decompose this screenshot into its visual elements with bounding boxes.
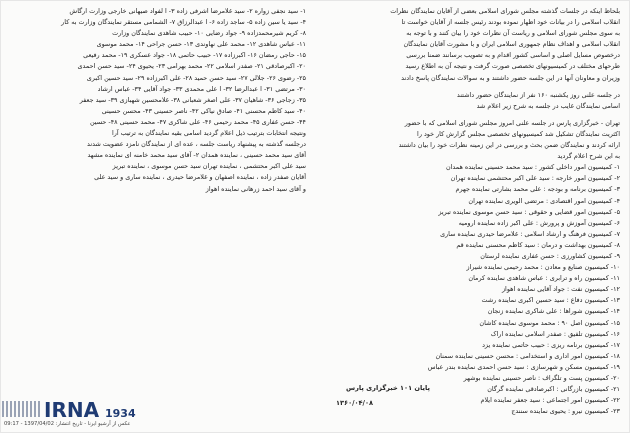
right_column-line: ۷- کمیسیون فرهنگ و ارشاد اسلامی : غلامرضا حیدری نماینده ساری	[440, 229, 620, 238]
left_column-line: ۴۴- حسن غفاری ۴۵- محمد رحیمی ۴۶- علی شاکری ۴۷- محمد حسینی ۴۸- حسین	[89, 117, 306, 126]
right_column-line: درخصوص مسایل اصلی و اساسی کشور اقدام و به تصویب برسانند ضمنا بررسی	[406, 51, 620, 60]
right_column-line: ۸- کمیسیون بهداشت و درمان : سید کاظم محسنی نماینده قم	[456, 240, 620, 249]
right_column-line: ارائه کردند و نمایندگان ضمن بحث و بررسی در این زمینه نظرات خود را بیان داشتند	[398, 141, 620, 150]
right_column-line: ۱۶- کمیسیون تلفیق : صفدر اسلامی نماینده اراک	[490, 329, 620, 338]
right_column-line: ۲- کمیسیون امور خارجه : سید علی اکبر محتشمی نماینده تهران	[450, 174, 620, 183]
left_column-line: ۱- سید نجفی زواره ۲- سید غلامرضا اشرفی زاده ۳- ا لفواد صیهانی خارجی وزارت ارگاش	[69, 7, 306, 15]
left_column-line: و آقای سید احمد زرهانی نماینده اهواز	[205, 184, 306, 193]
logo-wordmark: IRNA	[44, 398, 100, 420]
right_column-line: ۱- کمیسیون امور داخلی کشور : سید محمد حسینی نماینده همدان	[445, 163, 620, 172]
left_column-line: سید علی اکبر محتشمی ، نماینده تهران سید حسن موسوی ، نماینده تبریز	[112, 162, 306, 171]
right_column-line: ۱۳- کمیسیون دفاع : سید حسین اکبری نماینده رشت	[481, 296, 620, 305]
right_column-line: ۱۸- کمیسیون امور اداری و استخدامی : محسن حسینی نماینده سمنان	[435, 351, 620, 360]
right_column-line: انقلاب اسلامی را در بیانات خود اظهار نموده بودند رئیس جلسه از آقایان خواست تا	[401, 18, 620, 27]
right_column-line: ۲۱- کمیسیون بازرگانی : اکبرصادقی نماینده گرگان	[487, 385, 620, 394]
right_column-line: ۱۵- کمیسیون اصل ۹۰ : محمد موسوی نماینده کاشان	[479, 318, 620, 327]
document-date: ۱۳۶۰/۰۴/۰۸	[336, 399, 374, 407]
right_column-line: ۱۲- کمیسیون نفت : جواد آقایی نماینده اهواز	[501, 285, 620, 294]
irna-logo	[2, 398, 142, 420]
left_column-line: آقایان صفدر زاده ، نماینده اصفهان و غلامرضا حیدری ، نماینده ساری و سید علی	[94, 173, 306, 182]
right_column-line: ۴- کمیسیون امور اقتصادی : مرتضی الویری نماینده تهران	[468, 196, 620, 205]
right-column-text	[330, 6, 620, 417]
right_column-line: ۵- کمیسیون امور قضایی و حقوقی : سید حسن موسوی نماینده تبریز	[438, 207, 620, 216]
right_column-line: ۹- کمیسیون کشاورزی : حسن غفاری نماینده لرستان	[480, 251, 620, 260]
right_column-line: بلحاظ اینکه در جلسات گذشته مجلس شورای اسلامی بعضی از آقایان نمایندگان نظرات	[390, 7, 620, 15]
right_column-line: به سوی مجلس شورای اسلامی و ریاست آن نظرات خود را بیان کنند و با توجه به	[406, 29, 620, 38]
left_column-line: درجلسه گذشته به پیشنهاد ریاست جلسه ، عده ای از نمایندگان نامزد عضویت شدند	[86, 140, 306, 149]
right_column-line: ۱۷- کمیسیون برنامه ریزی : حبیب حاتمی نماینده یزد	[482, 340, 620, 349]
irna-logo-graphic	[2, 398, 142, 420]
right_column-line: ۲۳- کمیسیون نیرو : یحیوی نماینده سنندج	[511, 407, 620, 416]
left_column-line: ۱۵- حاجی رمضان ۱۶- اکبرزاده ۱۷- حبیب حاتمی ۱۸- جواد عسکری ۱۹- محمد رفیعی	[83, 51, 306, 60]
right_column-line: ۱۴- کمیسیون شوراها : علی شاکری نماینده زنجان	[487, 307, 620, 316]
logo-year: 1934	[105, 407, 136, 420]
right_column-line: ۶- کمیسیون آموزش و پرورش : علی اکبر زاده نماینده ارومیه	[458, 218, 620, 227]
signature-line: پایان ۱۰۱ خبرگزاری پارس	[346, 384, 430, 392]
left-column-text	[14, 6, 306, 195]
right_column-line: ۱۹- کمیسیون مسکن و شهرسازی : سید حسن احمدی نماینده بندر عباس	[427, 362, 620, 371]
left_column-line: ۱۱- عباس شاهدی ۱۲- محمد علی نهاوندی ۱۳- حسن جراحی ۱۴- محمد موسوی	[96, 40, 306, 49]
left_column-line: ۳۵- زجاجی ۳۶- شاهیان ۳۷- علی اصغر شعبانی ۳۸- غلامحسین شهبازی ۳۹- سید جعفر	[79, 95, 306, 104]
right_column-line: انقلاب اسلامی و اهداف نظام جمهوری اسلامی ایران و با مشورت آقایان نمایندگان	[403, 40, 620, 49]
right_column-line: طرحهای مختلف در کمیسیونهای تخصصی صورت گرفت و نتیجه آن به اطلاع رسید	[405, 62, 620, 71]
left_column-line: ۸- کریم شیرمحمدزاده ۹- جواد رضایی ۱۰- حبیب شاهدی نمایندگان وزارت	[112, 29, 306, 38]
right_column-line: تهران - خبرگزاری پارس در جلسه علنی امروز مجلس شورای اسلامی که با حضور	[404, 118, 620, 127]
right_column-line: ۱۰- کمیسیون صنایع و معادن : محمد رحیمی نماینده شیراز	[466, 263, 620, 272]
right_column-line: ۱۱- کمیسیون راه و ترابری : عباس شاهدی نماینده کرمان	[468, 274, 620, 283]
right_column-line: به این شرح اعلام گردید	[557, 152, 620, 161]
left_column-line: ۲۰- اکبرصادقی ۲۱- صفدر اسلامی ۲۲- محمد بهرامی ۲۳- یحیوی ۲۴- سید حسن احمدی	[77, 62, 306, 71]
left_column-line: ونتیجه انتخابات بترتیب ذیل اعلام گردید اسامی بقیه نمایندگان به ترتیب آرا	[112, 129, 306, 138]
logo-bars-icon	[2, 401, 40, 417]
right_column-line: ۳- کمیسیون برنامه و بودجه : علی محمد بشارتی نماینده جهرم	[455, 185, 620, 194]
right_column-line: ۲۲- کمیسیون امور اجتماعی : سید جعفر نماینده ایلام	[480, 396, 620, 405]
left_column-line: ۲۵- رضوی ۲۶- جلالی ۲۷- سید حسن حمید ۲۸- علی اکبرزاده ۲۹- سید حسین اکبری	[86, 73, 306, 82]
right_column-line: اکثریت نمایندگان تشکیل شد کمیسیونهای تخصصی مجلس گزارش کار خود را	[417, 129, 620, 138]
right_column-line: وزیران و معاونان آنها در این جلسه حضور داشتند و به سوالات نمایندگان پاسخ دادند	[401, 73, 620, 82]
right_column-line: در جلسه علنی روز یکشنبه ۱۶۰ نفر از نمایندگان حضور داشتند	[456, 90, 620, 99]
left_column-line: ۴۰- سید کاظم محسنی ۴۱- صادق نیاکی ۴۲- ناصر حسینی ۴۳- محسن حسینی	[101, 106, 306, 115]
left_column-line: ۳۰- مرتضی ۳۱- ا عبدالرضا ۳۲- ا علی محمدی ۳۳- جواد آقایی ۳۴- عباس ارشاد	[97, 84, 306, 93]
right_column-line: ۲۰- کمیسیون پست و تلگراف : ناصر حسینی نماینده بوشهر	[463, 374, 620, 382]
left_column-line: ۴- سید یا سین زاده ۵- ساجد زاده ۶- ا عبدالرزاق ۷- الشمامی مستقر نمایندگان وزارت به کار	[61, 18, 306, 27]
photo-credit-footer: عکس از آرشیو ایرنا - تاریخ انتشار: 1397/04/02 - 09:17	[4, 421, 131, 427]
right_column-line: اسامی نمایندگان غایب در جلسه به شرح زیر اعلام شد	[476, 101, 620, 110]
left_column-line: آقای سید محمد حسینی ، نماینده همدان ۲- آقای سید محمد خامنه ای نماینده مشهد	[87, 151, 306, 160]
